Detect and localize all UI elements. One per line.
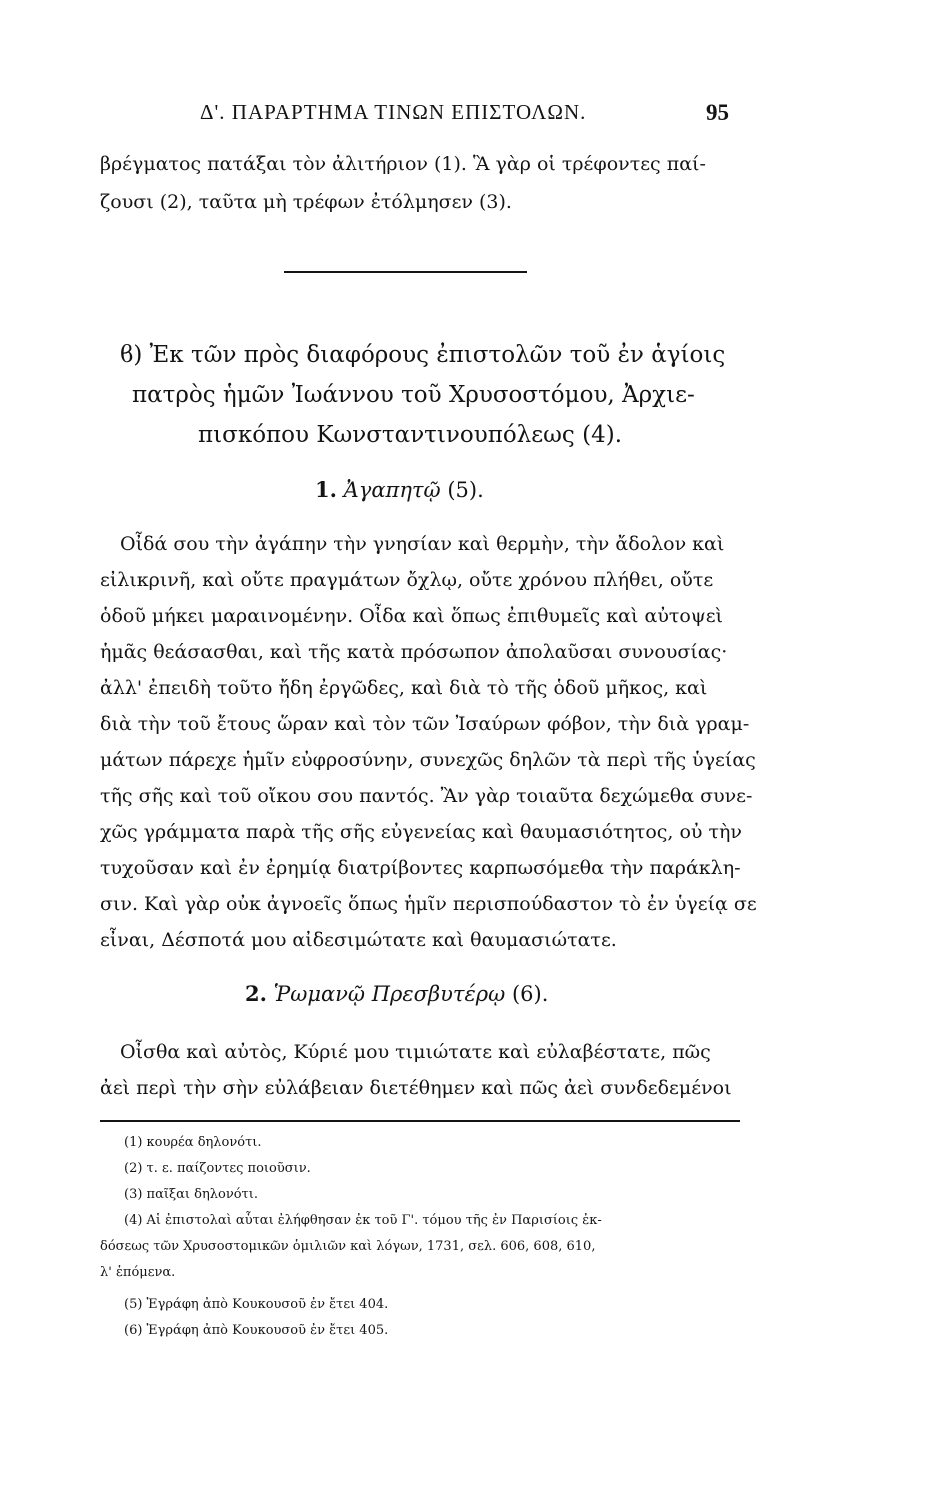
letter-body-line: Οἶσθα καὶ αὐτὸς, Κύριέ μου τιμιώτατε καὶ εὐλαβέστατε, πῶς	[120, 1041, 711, 1063]
footnote-continuation: δόσεως τῶν Χρυσοστομικῶν ὁμιλιῶν καὶ λόγων, 1731, σελ. 606, 608, 610,	[100, 1239, 596, 1254]
letter-body-line: ἡμᾶς θεάσασθαι, καὶ τῆς κατὰ πρόσωπον ἀπολαῦσαι συνουσίας·	[100, 641, 728, 663]
footnote-continuation: λ' ἑπόμενα.	[100, 1265, 176, 1280]
section-divider	[284, 271, 527, 273]
letter-body-line: Οἶδά σου τὴν ἀγάπην τὴν γνησίαν καὶ θερμὴν, τὴν ἄδολον καὶ	[120, 533, 725, 555]
intro-line: ζουσι (2), ταῦτα μὴ τρέφων ἐτόλμησεν (3).	[100, 191, 512, 213]
footnote: (2) τ. ε. παίζοντες ποιοῦσιν.	[124, 1161, 311, 1176]
letter-title	[245, 980, 548, 1008]
letter-footnote-ref: (5).	[447, 478, 484, 502]
footnote: (4) Αἱ ἐπιστολαὶ αὗται ἐλήφθησαν ἐκ τοῦ Γ'. τόμου τῆς ἐν Παρισίοις ἐκ-	[124, 1213, 602, 1228]
letter-body-line: ἀεὶ περὶ τὴν σὴν εὐλάβειαν διετέθημεν καὶ πῶς ἀεὶ συνδεδεμένοι	[100, 1077, 732, 1099]
footnote: (5) Ἐγράφη ἀπὸ Κουκουσοῦ ἐν ἔτει 404.	[124, 1297, 389, 1312]
letter-addressee: Ῥωμανῷ Πρεσβυτέρῳ	[273, 982, 506, 1006]
letter-body-line: τῆς σῆς καὶ τοῦ οἴκου σου παντός. Ἂν γὰρ τοιαῦτα δεχώμεθα συνε-	[100, 785, 753, 807]
letter-number: 1.	[315, 477, 337, 502]
letter-body-line: διὰ τὴν τοῦ ἔτους ὥραν καὶ τὸν τῶν Ἰσαύρων φόβον, τὴν διὰ γραμ-	[100, 713, 750, 735]
running-title: Δ'. ΠΑΡΑΡΤΗΜΑ ΤΙΝΩΝ ΕΠΙΣΤΟΛΩΝ.	[200, 100, 587, 124]
section-heading-line: πισκόπου Κωνσταντινουπόλεως (4).	[198, 422, 623, 448]
footnote: (1) κουρέα δηλονότι.	[124, 1135, 262, 1150]
footnote: (3) παῖξαι δηλονότι.	[124, 1187, 258, 1202]
letter-body-line: ὁδοῦ μήκει μαραινομένην. Οἶδα καὶ ὅπως ἐπιθυμεῖς καὶ αὐτοψεὶ	[100, 605, 724, 627]
letter-footnote-ref: (6).	[511, 982, 549, 1006]
footnote: (6) Ἐγράφη ἀπὸ Κουκουσοῦ ἐν ἔτει 405.	[124, 1323, 389, 1338]
letter-body-line: ἀλλ' ἐπειδὴ τοῦτο ἤδη ἐργῶδες, καὶ διὰ τὸ τῆς ὁδοῦ μῆκος, καὶ	[100, 677, 708, 699]
letter-body-line: εἰλικρινῆ, καὶ οὔτε πραγμάτων ὄχλῳ, οὔτε χρόνου πλήθει, οὔτε	[100, 569, 714, 591]
letter-body-line: μάτων πάρεχε ἡμῖν εὐφροσύνην, συνεχῶς δηλῶν τὰ περὶ τῆς ὑγείας	[100, 749, 756, 771]
page-number: 95	[706, 100, 729, 125]
section-heading-line: ϐ) Ἐκ τῶν πρὸς διαφόρους ἐπιστολῶν τοῦ ἐν ἁγίοις	[120, 342, 726, 368]
section-heading-line: πατρὸς ἡμῶν Ἰωάννου τοῦ Χρυσοστόμου, Ἀρχιε-	[132, 382, 695, 408]
letter-body-line: χῶς γράμματα παρὰ τῆς σῆς εὐγενείας καὶ θαυμασιότητος, οὐ τὴν	[100, 821, 742, 843]
running-head	[0, 100, 934, 134]
letter-body-line: τυχοῦσαν καὶ ἐν ἐρημίᾳ διατρίβοντες καρπωσόμεθα τὴν παράκλη-	[100, 857, 741, 879]
letter-body-line: εἶναι, Δέσποτά μου αἰδεσιμώτατε καὶ θαυμασιώτατε.	[100, 929, 617, 951]
letter-body-line: σιν. Καὶ γὰρ οὐκ ἀγνοεῖς ὅπως ἡμῖν περισπούδαστον τὸ ἐν ὑγείᾳ σε	[100, 893, 757, 915]
intro-line: βρέγματος πατάξαι τὸν ἀλιτήριον (1). Ἃ γὰρ οἱ τρέφοντες παί-	[100, 153, 706, 175]
letter-addressee: Ἀγαπητῷ	[343, 478, 441, 502]
footnote-divider	[100, 1120, 740, 1122]
letter-title	[315, 476, 484, 504]
letter-number: 2.	[245, 981, 267, 1006]
